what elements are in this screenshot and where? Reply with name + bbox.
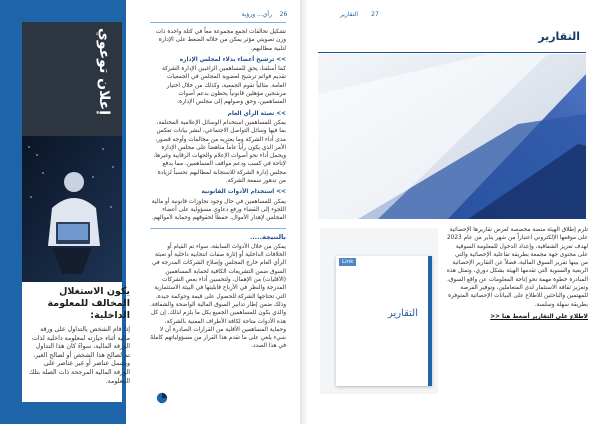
left-running-head: رأي... ورؤية xyxy=(241,11,272,18)
ad-photo-person-laptop xyxy=(22,136,122,282)
ad-header xyxy=(22,22,122,136)
ad-subtitle: يكون الاستغلال المخالف للمعلومة الداخلية: xyxy=(47,286,130,321)
link-badge[interactable]: Link xyxy=(339,258,356,266)
conclusion-title: بالنتيجة..... xyxy=(150,228,286,241)
ad-text-block xyxy=(28,286,130,386)
intro-paragraph: تشكيل تحالفات لجمع مجموعة معاً في كتلة واحدة ذات وزن تصويتي مؤثر يمكن من خلاله الضغط على الإدارة لتلبية مطالبهم. xyxy=(155,29,286,52)
report-cover xyxy=(336,256,432,386)
left-page-number: 26 xyxy=(279,11,288,18)
report-thumbnail[interactable] xyxy=(320,228,438,394)
page-title-bar xyxy=(318,24,586,53)
right-page-number: 27 xyxy=(371,11,379,18)
top-rule xyxy=(150,22,286,23)
section-body: يمكن للمساهمين استخدام الوسائل الإعلامية المختلفة، بما فيها وسائل التواصل الاجتماعي، لنشر بيانات تعكس مدى أداء الشركة وما يعتريه من مخالفات وأوجه قصور، الأمر الذي يكون رأياً عاماً مناهضاً على مجلس الإدارة ويحمل أداء نحو أصوات الإعلام والجهات الرقابية وغيرها، لإتاحة في كسب ودعم مواقف المساهمين، مما يدفع مجلس إدارة الشركة للاستجابة لمطالبهم تحسباً لزيادة من تدهور سمعة الشركة. xyxy=(153,119,286,185)
section-body: يمكن للمساهمين في حال وجود تجاوزات قانونية أو مالية اللجوء إلى القضاء ورفع دعاوى مسؤولية على أعضاء المجلس لإهدار الأموال، حفظاً لحقوقهم وحماية لأموالهم. xyxy=(151,198,286,222)
ad-title: إعلان توعوي xyxy=(96,28,112,116)
section-title: >> استخدام الأدوات القانونية xyxy=(201,189,286,196)
publisher-logo-icon xyxy=(156,392,168,404)
sidebar-panel xyxy=(0,0,130,424)
right-running-head: التقارير xyxy=(339,11,358,18)
right-article-column xyxy=(446,226,588,321)
right-body: تلزم إطلاق الهيئة منصة مخصصة لعرض تقاريرها الإحصائية على موقعها الإلكتروني اعتباراً من شهر يناير من عام 2023 لهدف تعزيز الشفافية، وإعداد الدخول للمعلومة السوقية على محتوى جهة مجمعة بطريقة تفاعلية الإحصائية والتي من بينها تقرير السوق المالية، فضلاً عن التقارير الإحصائية الربعية والسنوية التي تقدمها الهيئة بشكل دوري، وتمثل هذه المبادرة خطوة مهمة نحو إتاحة المعلومات عن واقع السوق، وتعزيز ثقافة الاستثمار لدى المتعاملين، وتوفير الفرصة للمهتمين والباحثين للاطلاع على البيانات الإحصائية المتوفرة بطريقة سهلة وسلسة. xyxy=(446,227,588,308)
section-body: كما أسلفنا، يحق للمساهمين الراغبين الإدارة الشركة تقديم قوائم ترشيح لعضوية المجلس في الجمعيات العامة. مثالياً تقوم الجمعية، وكذلك من خلال اختيار مرشحين مؤهلين قانونياً يحظون بدعم أصوات المساهمين، وحق وصولهم إلى مجلس الإدارة. xyxy=(161,66,286,106)
ad-body: إذا قام الشخص بالتداول على ورقة مالية أثناء حيازته لمعلومة داخلية لذات الورقة المالية، سواءً كان هذا التداول تم لصالح هذا الشخص أو لصالح الغير، ويشمل عناصر أو غير عناصر على الورقة المالية المرجحة ذات الصلة بتلك المعلومة. xyxy=(28,326,130,385)
section-title: >> ترشيح أعضاء بدلاء لمجلس الإدارة xyxy=(179,56,286,63)
page-gutter xyxy=(300,0,308,424)
awareness-ad-card xyxy=(22,22,130,402)
conclusion-body: يمكن من خلال الأدوات السابقة، سواء تم القيام أو الخلافات الداخلية أو إثارة صفات انتخابية داخلية أو تعبئة الرأي العام خارج المجلس وإصلاح الشركات المدرجة في السوق ضمن التشريعات الكافية لحماية المساهمين (الأقليات) من الإهمال، ولتحسين أداء بعض الشركات المدرجة والنظر في الأرباح قابليتها في البيئة الاستثمارية التي تحتاجها الشركة للحصول على قيمة وحوكمة جيدة، وذلك ضمن إطار تدابير السوق المالية الواضحة والشفافة. والذي يكون للمساهمين الجميع بكل ما يلزم لذلك. إن كل هذه الأدوات متاحة لكافة الأطراف المعنية بالشركة، وحماية المساهمين الأقلية من القرارات الصادرة أن لا شيء يلغي على ما تقدم هذا القرار من مسؤولياتهم كاملةً في هذا الصدد. xyxy=(150,243,286,350)
ad-photo-illustration xyxy=(22,136,122,282)
left-article-column xyxy=(150,28,286,354)
report-cover-title: التقارير xyxy=(387,308,418,319)
page-title: التقارير xyxy=(538,30,580,43)
section-title: >> تعبئة الرأي العام xyxy=(227,110,286,117)
hero-photo-illustration xyxy=(318,54,586,219)
reports-link[interactable]: لاطلاع على التقارير أضغط هنا << xyxy=(490,313,588,320)
hero-paper-photo xyxy=(318,54,586,219)
